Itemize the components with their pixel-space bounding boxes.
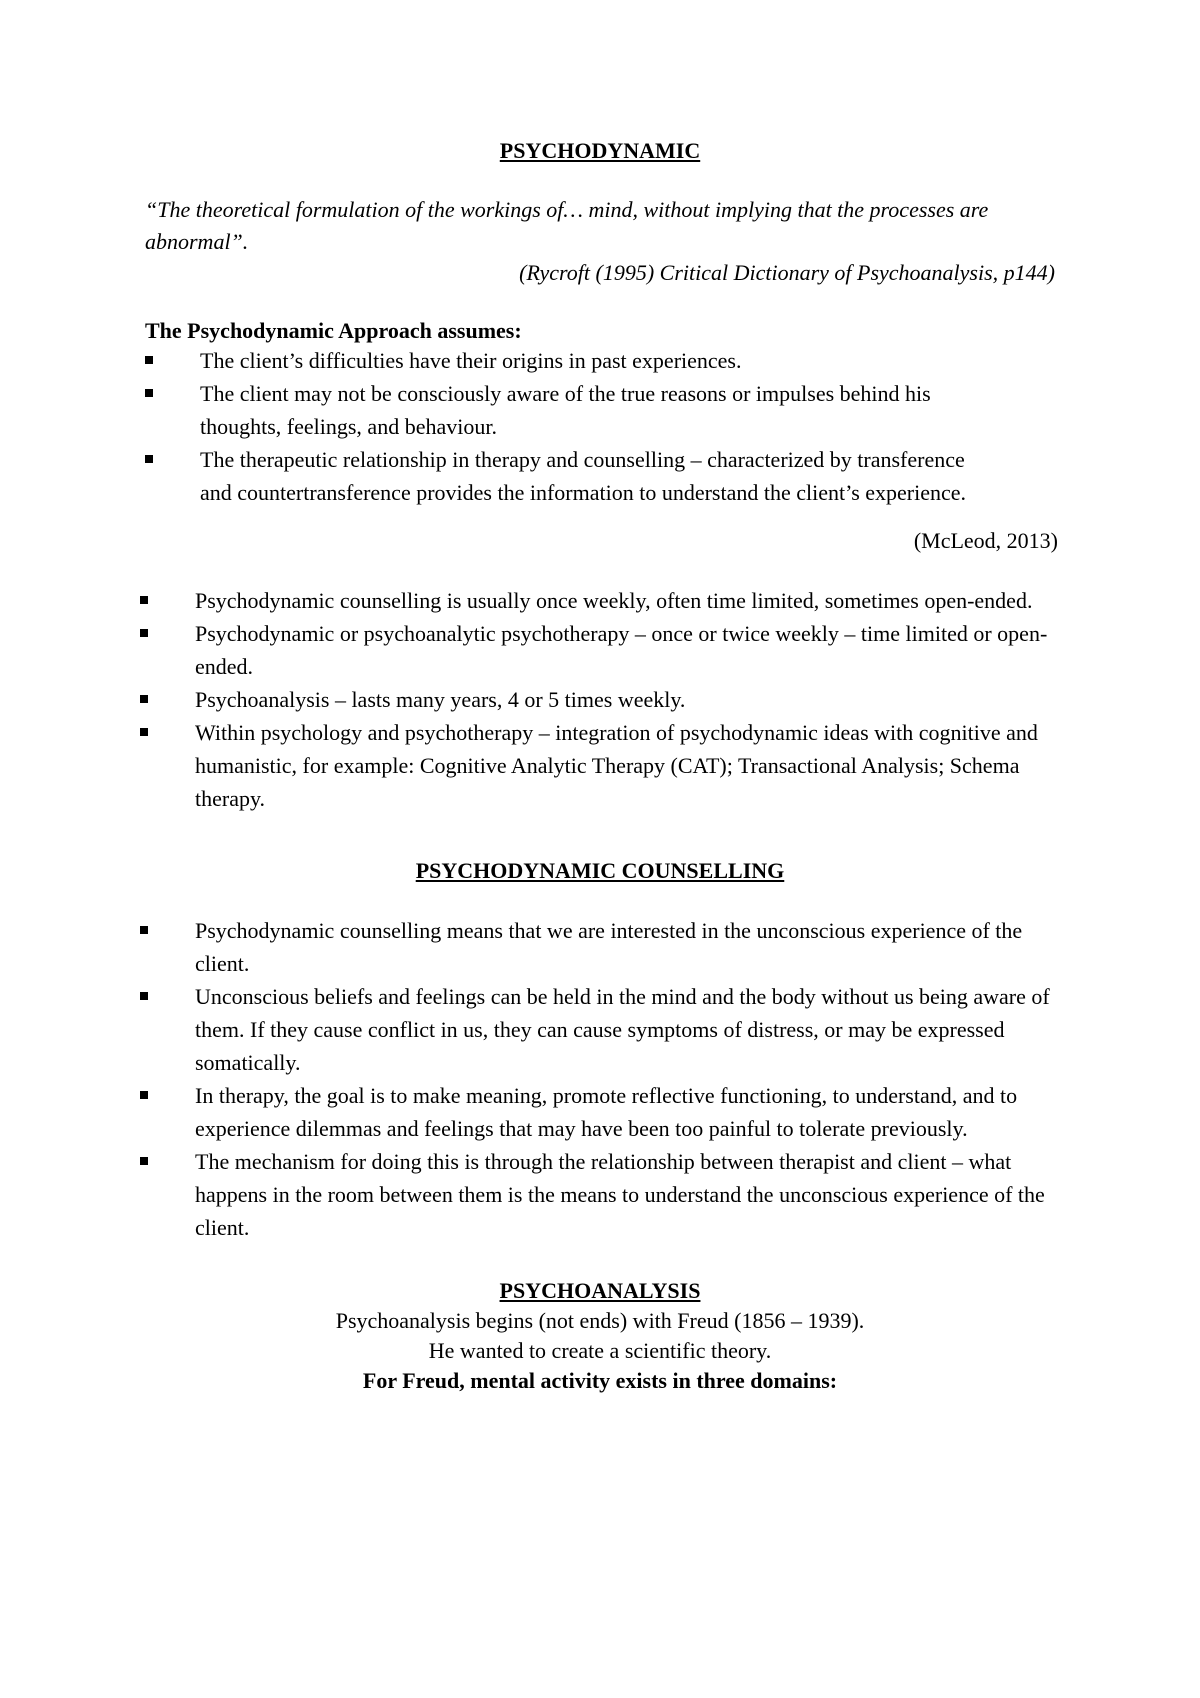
list-item: The client may not be consciously aware of the true reasons or impulses behind his thoughts, feelings, and behaviour.: [145, 377, 985, 443]
list-item: The therapeutic relationship in therapy and counselling – characterized by transference and countertransference provides the information to understand the client’s experience.: [145, 443, 985, 509]
bullet-icon: [140, 1091, 148, 1099]
heading-psychodynamic-counselling: PSYCHODYNAMIC COUNSELLING: [415, 858, 785, 883]
quote-reference: (Rycroft (1995) Critical Dictionary of Psychoanalysis, p144): [519, 260, 1055, 285]
bullet-icon: [145, 389, 153, 397]
bullet-icon: [140, 629, 148, 637]
list-item: The client’s difficulties have their origins in past experiences.: [145, 344, 985, 377]
list-item: Unconscious beliefs and feelings can be held in the mind and the body without us being aware of them. If they cause conflict in us, they can cause symptoms of distress, or may be expressed somatically.: [140, 980, 1055, 1079]
list-item: The mechanism for doing this is through the relationship between therapist and client – what happens in the room between them is the means to understand the unconscious experience of the client.: [140, 1145, 1055, 1244]
mcleod-citation: (McLeod, 2013): [913, 528, 1058, 553]
three-domains-line: For Freud, mental activity exists in three domains:: [362, 1368, 838, 1393]
assumptions-list: [145, 344, 985, 509]
definition-quote: “The theoretical formulation of the workings of… mind, without implying that the processes are abnormal”.: [145, 197, 989, 254]
bullet-icon: [140, 1157, 148, 1165]
list-item: In therapy, the goal is to make meaning, promote reflective functioning, to understand, and to experience dilemmas and feelings that may have been too painful to tolerate previously.: [140, 1079, 1055, 1145]
bullet-icon: [140, 695, 148, 703]
bullet-icon: [140, 992, 148, 1000]
list-item: Psychodynamic or psychoanalytic psychotherapy – once or twice weekly – time limited or open-ended.: [140, 617, 1055, 683]
bullet-icon: [145, 356, 153, 364]
list-item: Within psychology and psychotherapy – integration of psychodynamic ideas with cognitive and humanistic, for example: Cognitive Analytic Therapy (CAT); Transactional Analysis; Schema therapy.: [140, 716, 1055, 815]
bullet-icon: [145, 455, 153, 463]
bullet-icon: [140, 596, 148, 604]
bullet-icon: [140, 926, 148, 934]
bullet-icon: [140, 728, 148, 736]
heading-psychodynamic: PSYCHODYNAMIC: [499, 138, 701, 163]
freud-dates-line: Psychoanalysis begins (not ends) with Freud (1856 – 1939).: [335, 1308, 865, 1333]
forms-list: [140, 584, 1055, 815]
scientific-theory-line: He wanted to create a scientific theory.: [428, 1338, 772, 1363]
list-item: Psychodynamic counselling means that we are interested in the unconscious experience of the client.: [140, 914, 1055, 980]
assumptions-heading: The Psychodynamic Approach assumes:: [145, 318, 522, 343]
heading-psychoanalysis: PSYCHOANALYSIS: [499, 1278, 701, 1303]
list-item: Psychoanalysis – lasts many years, 4 or 5 times weekly.: [140, 683, 1055, 716]
list-item: Psychodynamic counselling is usually once weekly, often time limited, sometimes open-ended.: [140, 584, 1055, 617]
counselling-list: [140, 914, 1055, 1244]
